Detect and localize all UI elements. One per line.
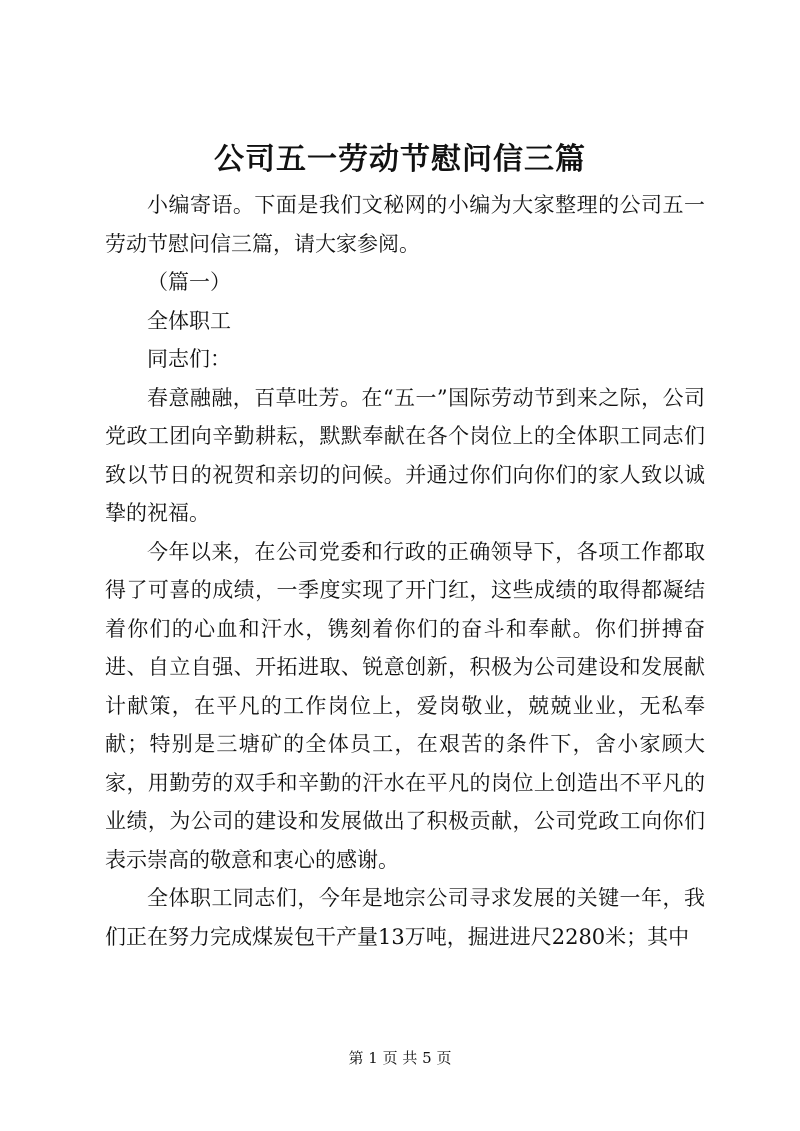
paragraph-intro: 小编寄语。下面是我们文秘网的小编为大家整理的公司五一劳动节慰问信三篇，请大家参阅。 — [105, 193, 705, 256]
paragraph-salutation: 同志们： — [147, 347, 231, 371]
paragraph-section-label: （篇一） — [147, 270, 231, 294]
document-title: 公司五一劳动节慰问信三篇 — [214, 142, 586, 177]
paragraph-achievements: 今年以来，在公司党委和行政的正确领导下，各项工作都取得了可喜的成绩，一季度实现了开门红，这些成绩的取得都凝结着你们的心血和汗水，镌刻着你们的奋斗和奉献。你们拼搏奋进、自立自强、开拓进取、锐意创新，积极为公司建设和发展献计献策，在平凡的工作岗位上，爱岗敬业，兢兢业业，无私奉献；特别是三塘矿的全体员工，在艰苦的条件下，舍小家顾大家，用勤劳的双手和辛勤的汗水在平凡的岗位上创造出不平凡的业绩，为公司的建设和发展做出了积极贡献，公司党政工向你们表示崇高的敬意和衷心的感谢。 — [105, 539, 705, 872]
document-body — [105, 186, 705, 956]
paragraph-goals: 全体职工同志们，今年是地宗公司寻求发展的关键一年，我们正在努力完成煤炭包干产量13万吨，掘进进尺2280米；其中 — [105, 886, 705, 949]
page-footer: 第 1 页 共 5 页 — [348, 1049, 452, 1067]
paragraph-addressee: 全体职工 — [147, 308, 231, 333]
paragraph-greeting: 春意融融，百草吐芳。在“五一”国际劳动节到来之际，公司党政工团向辛勤耕耘，默默奉献在各个岗位上的全体职工同志们致以节日的祝贺和亲切的问候。并通过你们向你们的家人致以诚挚的祝福。 — [105, 385, 705, 525]
